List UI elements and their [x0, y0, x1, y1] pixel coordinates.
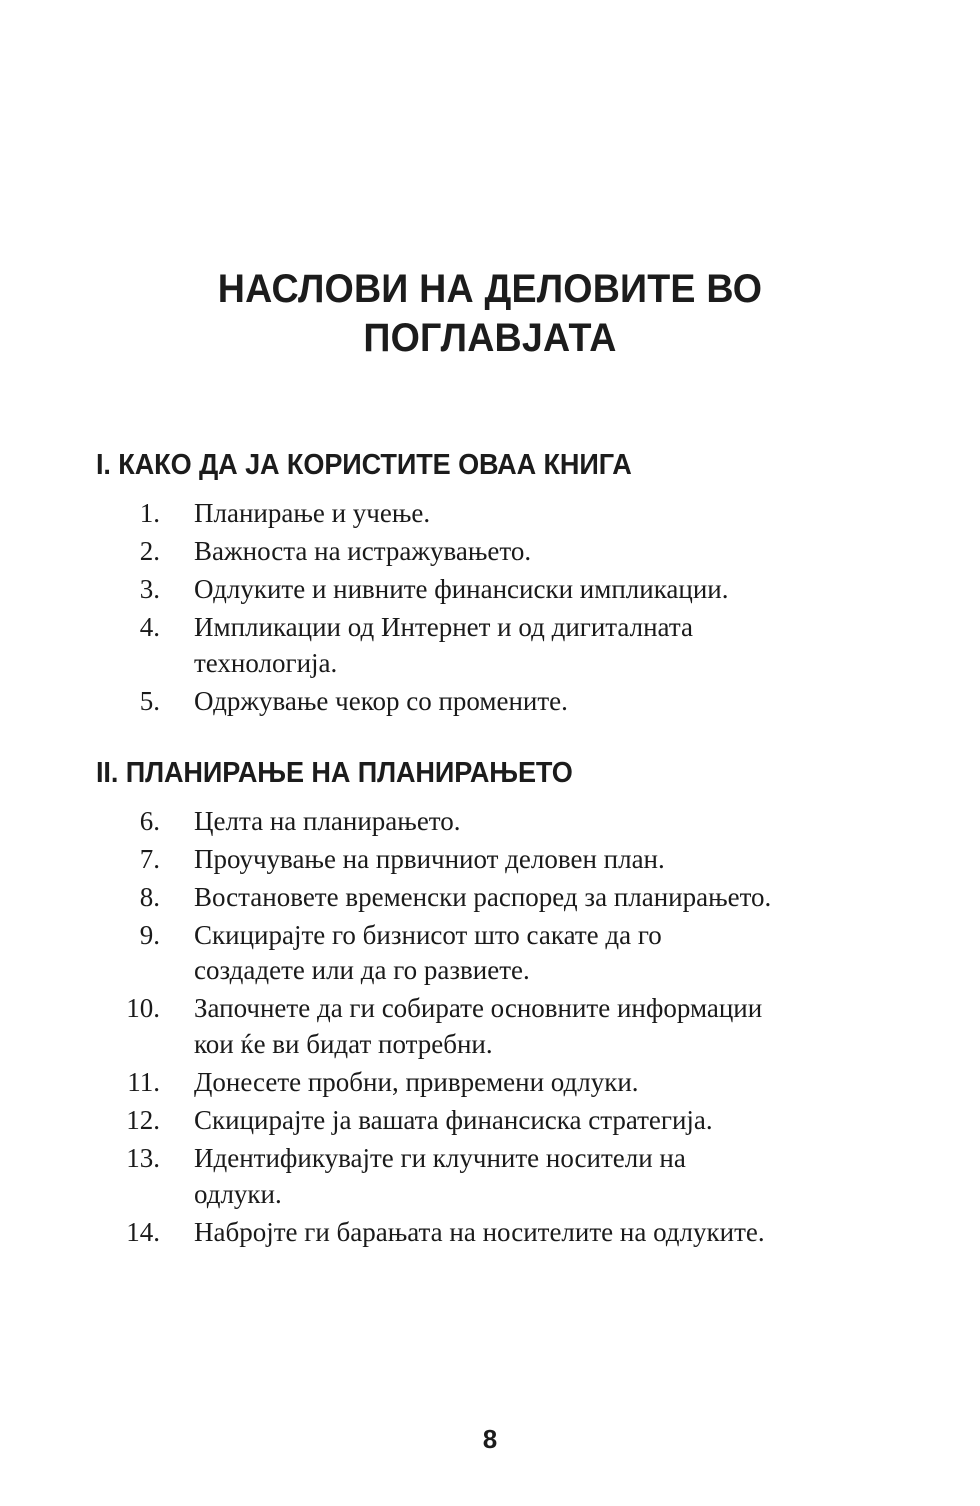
section-item-list [96, 804, 896, 1251]
list-item-number: 1. [139, 498, 160, 529]
list-item [96, 496, 896, 532]
list-item [96, 572, 896, 608]
list-item-text [160, 842, 896, 878]
list-item-text [160, 918, 896, 990]
list-item-text [160, 991, 896, 1063]
list-item-text [160, 804, 896, 840]
list-item [96, 610, 896, 682]
document-content [96, 448, 896, 1257]
page-title [170, 265, 809, 363]
chapter-section [96, 448, 896, 720]
list-item-text-line: технологија. [194, 647, 338, 678]
list-item [96, 1065, 896, 1101]
list-item-text [160, 684, 896, 720]
list-item-number: 14. [126, 1216, 160, 1247]
list-item-text-line: кои ќе ви бидат потребни. [194, 1029, 493, 1060]
list-item-number: 11. [127, 1067, 160, 1098]
list-item-number: 13. [126, 1142, 160, 1173]
list-item-text-line: Набројте ги барањата на носителите на одлуките. [194, 1216, 765, 1247]
list-item-text [160, 572, 896, 608]
list-item-text-line: Планирање и учење. [194, 498, 431, 529]
list-item-text [160, 610, 896, 682]
list-item-text-line: Востановете временски распоред за планирањето. [194, 881, 772, 912]
list-item [96, 842, 896, 878]
list-item-number: 4. [139, 611, 160, 642]
list-item-text-line: Скицирајте ја вашата финансиска стратегија. [194, 1105, 713, 1136]
list-item-number: 5. [139, 685, 160, 716]
list-item [96, 918, 896, 990]
chapter-section [96, 756, 896, 1251]
list-item-number: 9. [139, 919, 160, 950]
list-item-text [160, 496, 896, 532]
list-item-text-line: Импликации од Интернет и од дигиталната [194, 611, 693, 642]
list-item-text [160, 1215, 896, 1251]
list-item-text-line: Започнете да ги собирате основните информации [194, 993, 763, 1024]
list-item-text [160, 880, 896, 916]
list-item-text [160, 534, 896, 570]
list-item-text-line: создадете или да го развиете. [194, 955, 530, 986]
page-title-line: ПОГЛАВЈАТА [363, 315, 617, 360]
list-item-number: 3. [139, 574, 160, 604]
section-heading: I. КАКО ДА ЈА КОРИСТИТЕ ОВАА КНИГА [96, 449, 632, 481]
list-item-number: 2. [139, 536, 160, 567]
list-item-text-line: Идентификувајте ги клучните носители на [194, 1142, 686, 1173]
list-item [96, 1141, 896, 1213]
list-item-number: 7. [139, 843, 160, 874]
list-item-number: 12. [126, 1105, 160, 1136]
list-item-text-line: Донесете пробни, привремени одлуки. [194, 1067, 639, 1098]
page-number: 8 [482, 1424, 498, 1454]
list-item [96, 804, 896, 840]
list-item [96, 1103, 896, 1139]
page-title-line: НАСЛОВИ НА ДЕЛОВИТЕ ВО [217, 266, 763, 311]
list-item-number: 10. [126, 993, 160, 1024]
list-item [96, 880, 896, 916]
section-heading: II. ПЛАНИРАЊЕ НА ПЛАНИРАЊЕТО [96, 756, 573, 789]
list-item-text-line: Скицирајте го бизнисот што сакате да го [194, 919, 662, 950]
list-item-text [160, 1141, 896, 1213]
list-item [96, 1215, 896, 1251]
list-item [96, 534, 896, 570]
list-item-text-line: Одлуките и нивните финансиски импликации. [194, 574, 729, 604]
list-item-text [160, 1065, 896, 1101]
list-item-text-line: одлуки. [194, 1178, 282, 1209]
list-item-text [160, 1103, 896, 1139]
list-item-text-line: Важноста на истражувањето. [194, 536, 532, 567]
list-item [96, 684, 896, 720]
list-item-text-line: Одржување чекор со промените. [194, 685, 568, 716]
section-item-list [96, 496, 896, 719]
list-item-number: 6. [139, 805, 160, 836]
list-item [96, 991, 896, 1063]
list-item-text-line: Целта на планирањето. [194, 805, 461, 836]
list-item-number: 8. [139, 881, 160, 912]
list-item-text-line: Проучување на првичниот деловен план. [194, 843, 665, 874]
